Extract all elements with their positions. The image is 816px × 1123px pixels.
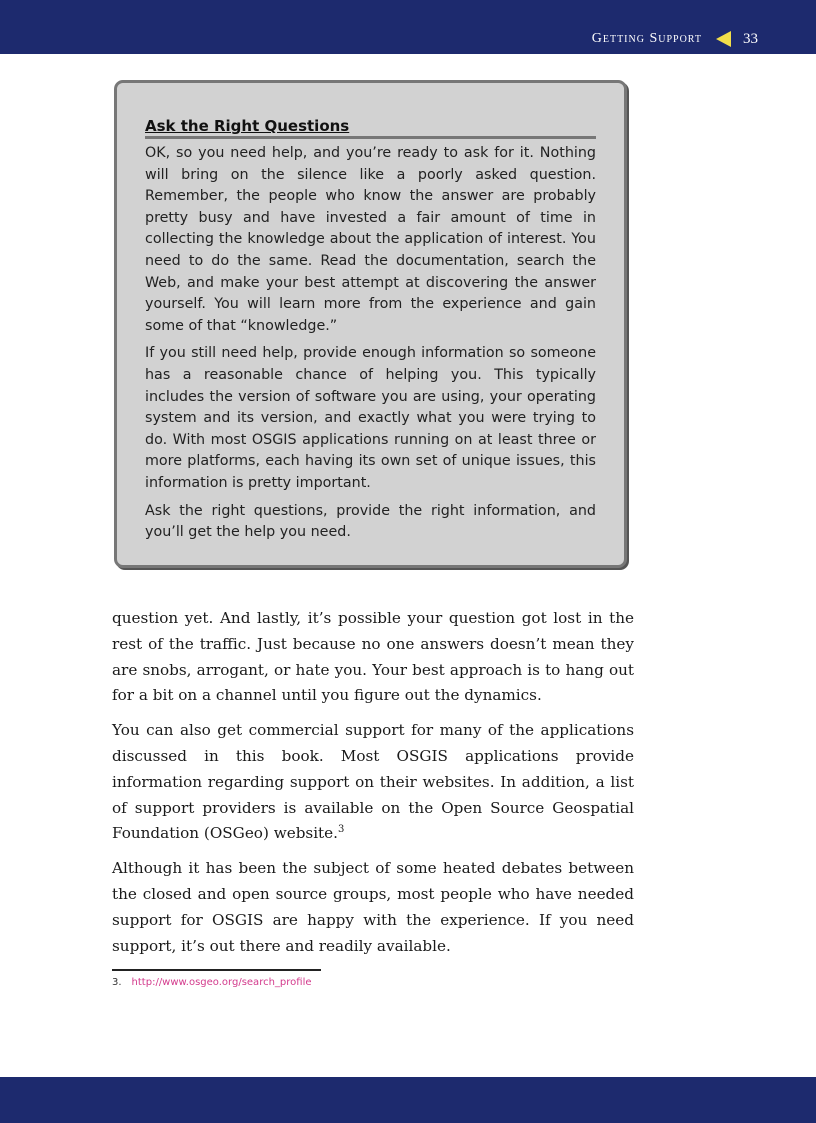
footnote-reference[interactable]: 3 <box>337 824 345 836</box>
section-title: Getting Support <box>591 31 702 46</box>
bottom-banner <box>0 1077 816 1123</box>
body-paragraph-text: You can also get commercial support for many of the applications discussed in this book. Most OSGIS applications provide information regarding support on their websites. In addition, a list of support providers is available on the Open Source Geospatial Foundation (OSGeo) website. <box>112 721 634 843</box>
footnote-link[interactable]: http://www.osgeo.org/search_profile <box>131 977 312 988</box>
sidebar-box <box>114 80 627 568</box>
left-arrow-icon <box>716 31 731 47</box>
footnote-number: 3. <box>112 977 122 988</box>
footnote-divider <box>112 969 321 971</box>
sidebar-title: Ask the Right Questions <box>145 117 596 139</box>
running-header <box>592 28 758 50</box>
body-paragraph: question yet. And lastly, it’s possible your question got lost in the rest of the traffic. Just because no one answers doesn’t mean they are snobs, arrogant, or hate you. Your best approach is to hang out for a bit on a channel until you figure out the dynamics. <box>112 609 634 705</box>
body-paragraph: Although it has been the subject of some heated debates between the closed and open source groups, most people who have needed support for OSGIS are happy with the experience. If you need support, it’s out there and readily available. <box>112 859 634 955</box>
sidebar-paragraph: Ask the right questions, provide the right information, and you’ll get the help you need. <box>145 502 596 541</box>
page-number: 33 <box>743 30 758 47</box>
sidebar-paragraph: If you still need help, provide enough information so someone has a reasonable chance of helping you. This typically includes the version of software you are using, your operating system and its version, and exactly what you were trying to do. With most OSGIS applications running on at least three or more platforms, each having its own set of unique issues, this information is pretty important. <box>145 345 596 491</box>
body-text <box>112 606 634 968</box>
footnote <box>112 977 312 988</box>
body-paragraph-with-footnote <box>112 718 634 847</box>
sidebar-paragraph: OK, so you need help, and you’re ready to ask for it. Nothing will bring on the silence like a poorly asked question. Remember, the people who know the answer are probably pretty busy and have invested a fair amount of time in collecting the knowledge about the application of interest. You need to do the same. Read the documentation, search the Web, and make your best attempt at discovering the answer yourself. You will learn more from the experience and gain some of that “knowledge.” <box>145 145 596 334</box>
